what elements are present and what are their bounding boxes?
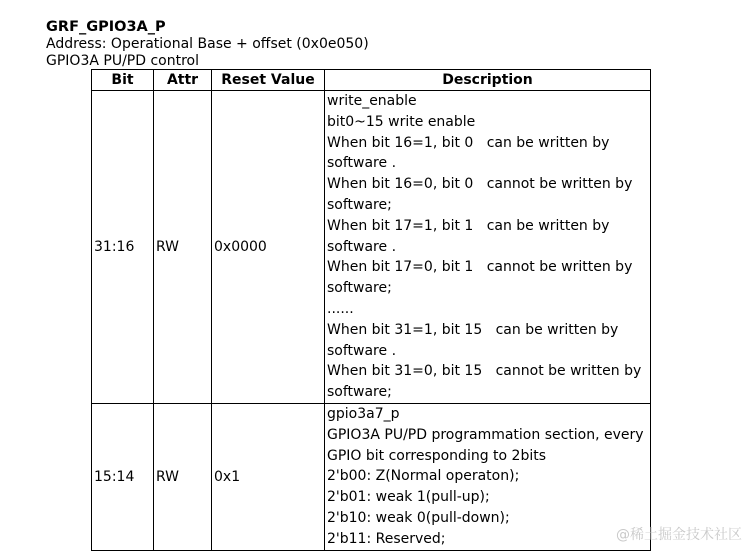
register-header (46, 18, 369, 70)
description-line: 2'b10: weak 0(pull-down); (327, 509, 510, 526)
register-bit-table (91, 69, 651, 551)
bit-cell: 31:16 (92, 91, 154, 404)
bit-cell: 15:14 (92, 403, 154, 550)
header-reset-value: Reset Value (212, 70, 325, 91)
description-line: GPIO bit corresponding to 2bits (327, 447, 547, 464)
description-line: software . (327, 342, 397, 359)
table-header-row (92, 70, 651, 91)
description-line: bit0~15 write enable (327, 113, 476, 130)
description-line: When bit 16=0, bit 0 cannot be written by (327, 176, 633, 193)
description-line: 2'b11: Reserved; (327, 530, 446, 547)
description-line: software . (327, 238, 397, 255)
reset-value-cell: 0x0000 (212, 91, 325, 404)
description-line: When bit 17=0, bit 1 cannot be written by (327, 259, 633, 276)
table-row (92, 403, 651, 550)
attr-cell: RW (154, 403, 212, 550)
description-line: When bit 31=0, bit 15 cannot be written by (327, 363, 642, 380)
description-line: When bit 17=1, bit 1 can be written by (327, 217, 610, 234)
table-row (92, 91, 651, 404)
register-summary: GPIO3A PU/PD control (46, 53, 199, 69)
description-line: software . (327, 155, 397, 172)
reset-value-cell: 0x1 (212, 403, 325, 550)
description-line: software; (327, 196, 392, 213)
description-line: When bit 16=1, bit 0 can be written by (327, 134, 610, 151)
header-attr: Attr (154, 70, 212, 91)
description-line: software; (327, 280, 392, 297)
register-name: GRF_GPIO3A_P (46, 19, 166, 35)
description-line: GPIO3A PU/PD programmation section, every (327, 426, 644, 443)
watermark: @稀土掘金技术社区 (616, 527, 742, 543)
attr-cell: RW (154, 91, 212, 404)
register-address: Address: Operational Base + offset (0x0e050) (46, 36, 369, 52)
description-line: gpio3a7_p (327, 405, 400, 422)
header-bit: Bit (92, 70, 154, 91)
description-line: write_enable (327, 93, 417, 109)
description-line: 2'b00: Z(Normal operaton); (327, 468, 520, 485)
description-line: software; (327, 384, 392, 401)
header-description: Description (325, 70, 651, 91)
description-cell (325, 403, 651, 550)
description-line: 2'b01: weak 1(pull-up); (327, 489, 490, 506)
description-line: When bit 31=1, bit 15 can be written by (327, 321, 619, 338)
description-line: ...... (327, 300, 354, 317)
table-body (92, 91, 651, 551)
description-cell (325, 91, 651, 404)
